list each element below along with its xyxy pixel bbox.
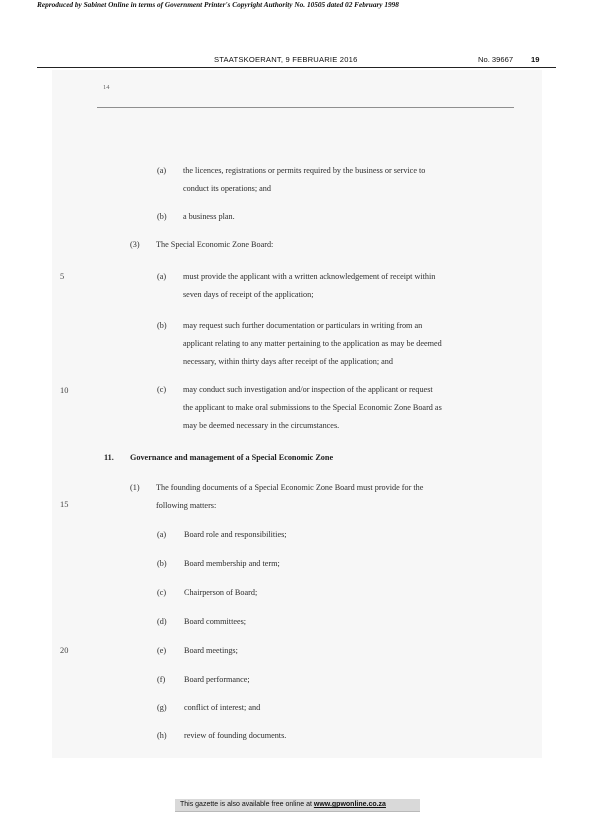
item-label: (b) — [157, 559, 167, 568]
subsection-text: The founding documents of a Special Economic Zone Board must provide for the — [156, 483, 424, 492]
item-label: (a) — [157, 272, 167, 281]
item-text: review of founding documents. — [184, 731, 287, 740]
item-text: may conduct such investigation and/or inspection of the applicant or request — [183, 385, 433, 394]
subsection-label: (3) — [130, 240, 140, 249]
line-number: 15 — [60, 500, 69, 509]
item-label: (a) — [157, 166, 167, 175]
reproduction-notice: Reproduced by Sabinet Online in terms of Government Printer's Copyright Authority No. 10505 dated 02 February 1998 — [37, 0, 399, 9]
section-number: 11. — [104, 453, 114, 462]
gazette-number: No. 39667 — [478, 55, 514, 64]
line-number: 10 — [60, 386, 69, 395]
scan-header-rule — [97, 107, 514, 108]
page-number: 19 — [531, 55, 540, 64]
item-label: (g) — [157, 703, 167, 712]
item-label: (c) — [157, 385, 167, 394]
item-text: conduct its operations; and — [183, 184, 271, 193]
item-text: the licences, registrations or permits required by the business or service to — [183, 166, 426, 175]
footer-text: This gazette is also available free online at — [180, 801, 312, 808]
item-text: may be deemed necessary in the circumstances. — [183, 421, 340, 430]
scan-page-number: 14 — [103, 84, 110, 91]
item-text: applicant relating to any matter pertaining to the application as may be deemed — [183, 339, 442, 348]
subsection-label: (1) — [130, 483, 140, 492]
line-number: 20 — [60, 646, 69, 655]
line-number: 5 — [60, 272, 65, 281]
item-label: (h) — [157, 731, 167, 740]
item-label: (a) — [157, 530, 167, 539]
item-text: seven days of receipt of the application; — [183, 290, 314, 299]
item-text: Board performance; — [184, 675, 250, 684]
item-text: may request such further documentation or particulars in writing from an — [183, 321, 423, 330]
item-text: necessary, within thirty days after receipt of the application; and — [183, 357, 393, 366]
item-text: conflict of interest; and — [184, 703, 261, 712]
item-label: (b) — [157, 321, 167, 330]
item-text: Board committees; — [184, 617, 247, 626]
header-rule — [37, 67, 556, 68]
item-text: the applicant to make oral submissions to the Special Economic Zone Board as — [183, 403, 442, 412]
item-label: (c) — [157, 588, 167, 597]
item-label: (b) — [157, 212, 167, 221]
subsection-text: The Special Economic Zone Board: — [156, 240, 274, 249]
item-text: must provide the applicant with a written acknowledgement of receipt within — [183, 272, 436, 281]
item-text: Board membership and term; — [184, 559, 280, 568]
item-label: (f) — [157, 675, 166, 684]
item-label: (e) — [157, 646, 167, 655]
item-text: Board role and responsibilities; — [184, 530, 287, 539]
item-text: Board meetings; — [184, 646, 238, 655]
footer-notice — [180, 801, 386, 808]
gpwonline-link[interactable]: www.gpwonline.co.za — [313, 801, 386, 808]
gazette-title: STAATSKOERANT, 9 FEBRUARIE 2016 — [214, 55, 358, 64]
section-heading: Governance and management of a Special Economic Zone — [130, 453, 334, 462]
item-text: a business plan. — [183, 212, 235, 221]
subsection-text: following matters: — [156, 501, 217, 510]
item-text: Chairperson of Board; — [184, 588, 258, 597]
item-label: (d) — [157, 617, 167, 626]
